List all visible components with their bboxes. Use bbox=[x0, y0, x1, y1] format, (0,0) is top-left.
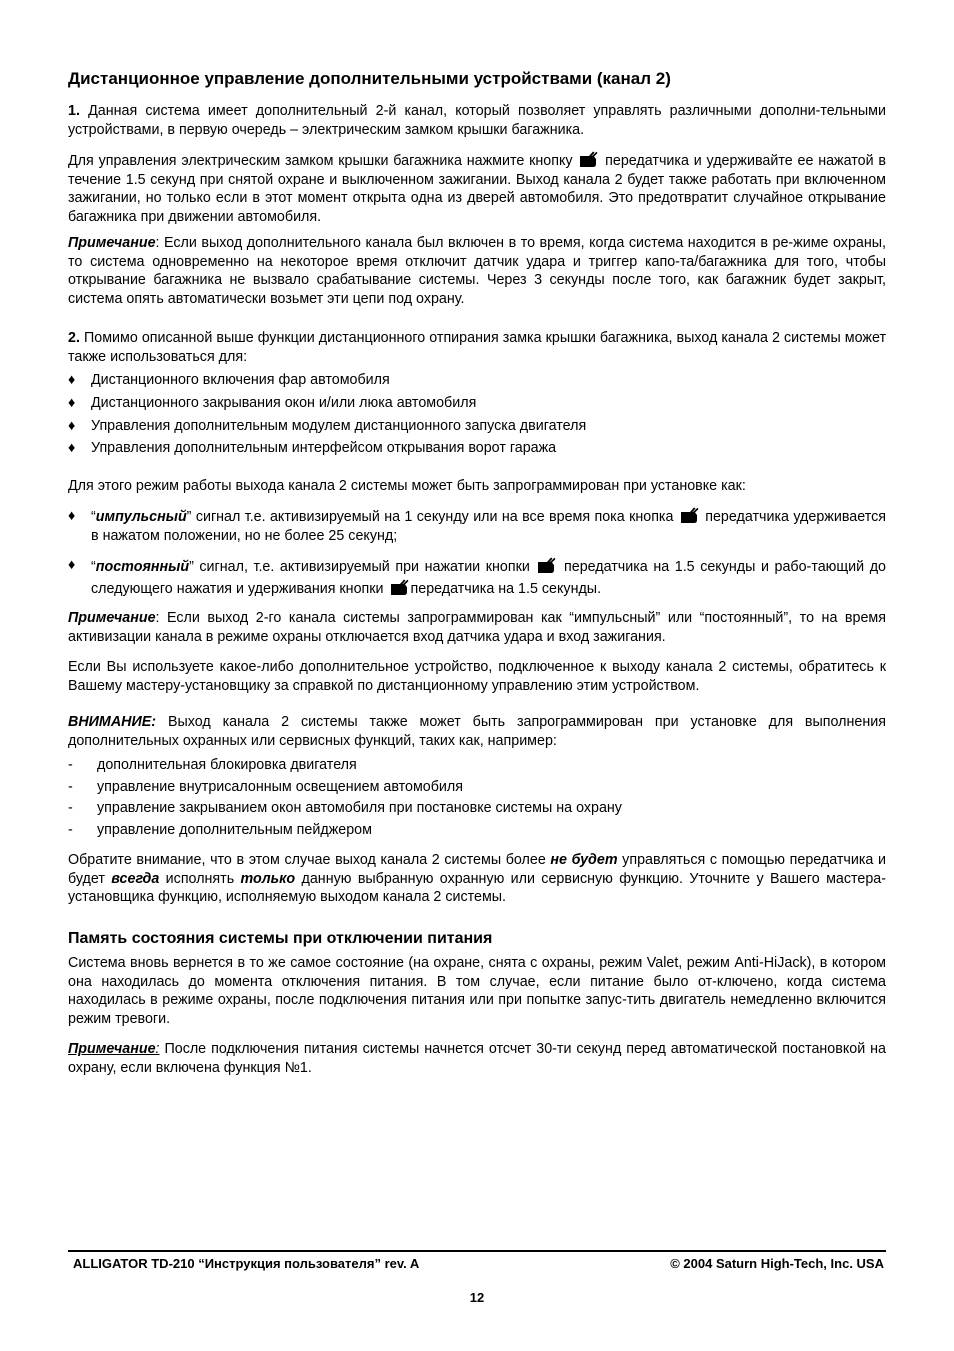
warning-label: ВНИМАНИЕ: bbox=[68, 714, 157, 730]
note-label: Примечание bbox=[68, 235, 156, 251]
list-item-use bbox=[68, 394, 886, 413]
quote-mark: “ bbox=[91, 509, 96, 525]
paragraph-attention bbox=[68, 851, 886, 907]
paragraph-text: Для управления электрическим замком крышки багажника нажмите кнопку bbox=[68, 153, 573, 169]
paragraph-text: Данная система имеет дополнительный 2-й канал, который позволяет управлять различными дополни-тельными устройствами, в первую очередь – электрическим замком крышки багажника. bbox=[68, 103, 886, 138]
paragraph-1 bbox=[68, 102, 886, 139]
section-title-power-memory: Память состояния системы при отключении питания bbox=[68, 930, 493, 947]
list-item-text: Управления дополнительным модулем дистанционного запуска двигателя bbox=[91, 418, 587, 434]
emphasis-text: не будет bbox=[550, 852, 618, 868]
mode-term: импульсный bbox=[95, 509, 187, 525]
note-power bbox=[68, 1040, 886, 1077]
bullet-icon: ♦ bbox=[68, 395, 76, 411]
note-colon: : bbox=[155, 1041, 160, 1057]
bullet-icon: ♦ bbox=[68, 372, 76, 388]
note-label: Примечание bbox=[68, 1041, 156, 1057]
note-1 bbox=[68, 234, 886, 308]
bullet-icon: ♦ bbox=[68, 440, 76, 456]
paragraph-text: исполнять bbox=[159, 870, 241, 887]
list-item-text: управление внутрисалонным освещением автомобиля bbox=[97, 779, 463, 795]
list-item-text: ” сигнал, т.е. активизируемый при нажатии кнопки bbox=[189, 559, 530, 575]
bullet-icon: ♦ bbox=[68, 418, 76, 434]
section-title-channel2: Дистанционное управление дополнительными устройствами (канал 2) bbox=[68, 69, 671, 88]
mode-term: постоянный bbox=[95, 559, 190, 575]
list-item-text: передатчика удерживается в нажатом положении, но не более 25 секунд; bbox=[91, 509, 886, 544]
paragraph-trunk-control bbox=[68, 151, 886, 226]
trunk-button-icon bbox=[537, 557, 556, 574]
paragraph-text: Помимо описанной выше функции дистанционного отпирания замка крышки багажника, выход канала 2 системы может также использоваться для: bbox=[68, 330, 886, 365]
list-item-use bbox=[68, 439, 886, 458]
list-item-text: передатчика на 1.5 секунды и рабо-тающий до следующего нажатия и удерживания кнопки bbox=[91, 559, 886, 597]
dash-marker: - bbox=[68, 822, 73, 838]
trunk-button-icon bbox=[390, 579, 409, 596]
list-item-use bbox=[68, 371, 886, 390]
note-text: : Если выход дополнительного канала был включен в то время, когда система находится в ре-жиме охраны, то система одновременно на некоторое время отключит датчик удара и триггер капо-та/багажника для того, чтобы открывание багажника не вызвало срабатывание системы. Через 3 секунды после того, как багажник будет закрыт, система опять автоматически возьмет эти цепи под охрану. bbox=[68, 235, 886, 307]
list-item-text: Дистанционного включения фар автомобиля bbox=[91, 372, 390, 388]
dash-marker: - bbox=[68, 779, 73, 795]
list-item-text: Дистанционного закрывания окон и/или люка автомобиля bbox=[91, 395, 477, 411]
footer-divider bbox=[68, 1250, 886, 1252]
note-label: Примечание bbox=[68, 610, 156, 626]
warning-text: Выход канала 2 системы также может быть запрограммирован при установке для выполнения дополнительных охранных или сервисных функций, таких как, например: bbox=[68, 714, 886, 749]
bullet-icon: ♦ bbox=[68, 508, 76, 524]
paragraph-number: 2. bbox=[68, 330, 80, 346]
trunk-button-icon bbox=[579, 151, 598, 168]
paragraph-text: передатчика и удерживайте ее нажатой в течение 1.5 секунд при снятой охране и выключенном зажигании. Выход канала 2 будет также работать при включенном зажигании, но только если в этот момент открыта одна из дверей автомобиля. Это предотвратит случайное открывание багажника при движении автомобиля. bbox=[68, 153, 886, 225]
dash-marker: - bbox=[68, 800, 73, 816]
list-item-text: управление дополнительным пейджером bbox=[97, 822, 372, 838]
emphasis-text: только bbox=[240, 870, 296, 887]
list-item-function bbox=[68, 821, 886, 840]
list-item-text: управление закрыванием окон автомобиля при постановке системы на охрану bbox=[97, 800, 622, 816]
list-item-function bbox=[68, 756, 886, 775]
paragraph-text: данную выбранную охранную или сервисную функцию. Уточните у Вашего мастера-установщика функцию, исполняемую выходом канала 2 системы. bbox=[68, 870, 886, 905]
note-text: После подключения питания системы начнется отсчет 30-ти секунд перед автоматической постановкой на охрану, если включена функция №1. bbox=[68, 1041, 886, 1076]
dash-marker: - bbox=[68, 757, 73, 773]
list-item-text: Управления дополнительным интерфейсом открывания ворот гаража bbox=[91, 440, 557, 456]
list-item-function bbox=[68, 799, 886, 818]
trunk-button-icon bbox=[680, 507, 699, 524]
paragraph-number: 1. bbox=[68, 103, 80, 119]
emphasis-text: всегда bbox=[111, 870, 160, 887]
paragraph-text: управляться с помощью передатчика и будет bbox=[68, 852, 886, 887]
paragraph-modes-intro: Для этого режим работы выхода канала 2 системы может быть запрограммирован при установке как: bbox=[68, 478, 746, 494]
paragraph-text: Обратите внимание, что в этом случае выход канала 2 системы более bbox=[68, 852, 551, 868]
list-item-text: ” сигнал т.е. активизируемый на 1 секунду или на все время пока кнопка bbox=[186, 509, 674, 525]
note-text: : Если выход 2-го канала системы запрограммирован как “импульсный” или “постоянный”, то на время активизации канала в режиме охраны отключается вход датчика удара и вход зажигания. bbox=[68, 610, 886, 645]
paragraph-installer: Если Вы используете какое-либо дополнительное устройство, подключенное к выходу канала 2 системы, обратитесь к Вашему мастеру-установщику за справкой по дистанционному управлению этим устройством. bbox=[68, 659, 886, 694]
note-2 bbox=[68, 609, 886, 646]
warning-paragraph bbox=[68, 713, 886, 750]
footer-title: ALLIGATOR TD-210 “Инструкция пользователя” rev. A bbox=[73, 1256, 420, 1271]
list-item-use bbox=[68, 417, 886, 436]
list-item-function bbox=[68, 778, 886, 797]
list-item-text: дополнительная блокировка двигателя bbox=[97, 757, 357, 773]
list-item-text: передатчика на 1.5 секунды. bbox=[410, 581, 602, 597]
list-item-mode-impulse bbox=[68, 507, 886, 545]
footer-copyright: © 2004 Saturn High-Tech, Inc. USA bbox=[670, 1256, 884, 1271]
page-number: 12 bbox=[469, 1290, 485, 1305]
paragraph-2 bbox=[68, 329, 886, 366]
bullet-icon: ♦ bbox=[68, 557, 76, 573]
list-item-mode-constant bbox=[68, 556, 886, 600]
quote-mark: “ bbox=[91, 559, 96, 575]
paragraph-power-memory: Система вновь вернется в то же самое состояние (на охране, снята с охраны, режим Valet, режим Anti-HiJack), в котором она находилась до момента отключения питания. В том случае, если питание было от-ключено, когда система находилась в режиме охраны, после подключения питания или при попытке запус-тить двигатель немедленно включится режим тревоги. bbox=[68, 955, 886, 1027]
